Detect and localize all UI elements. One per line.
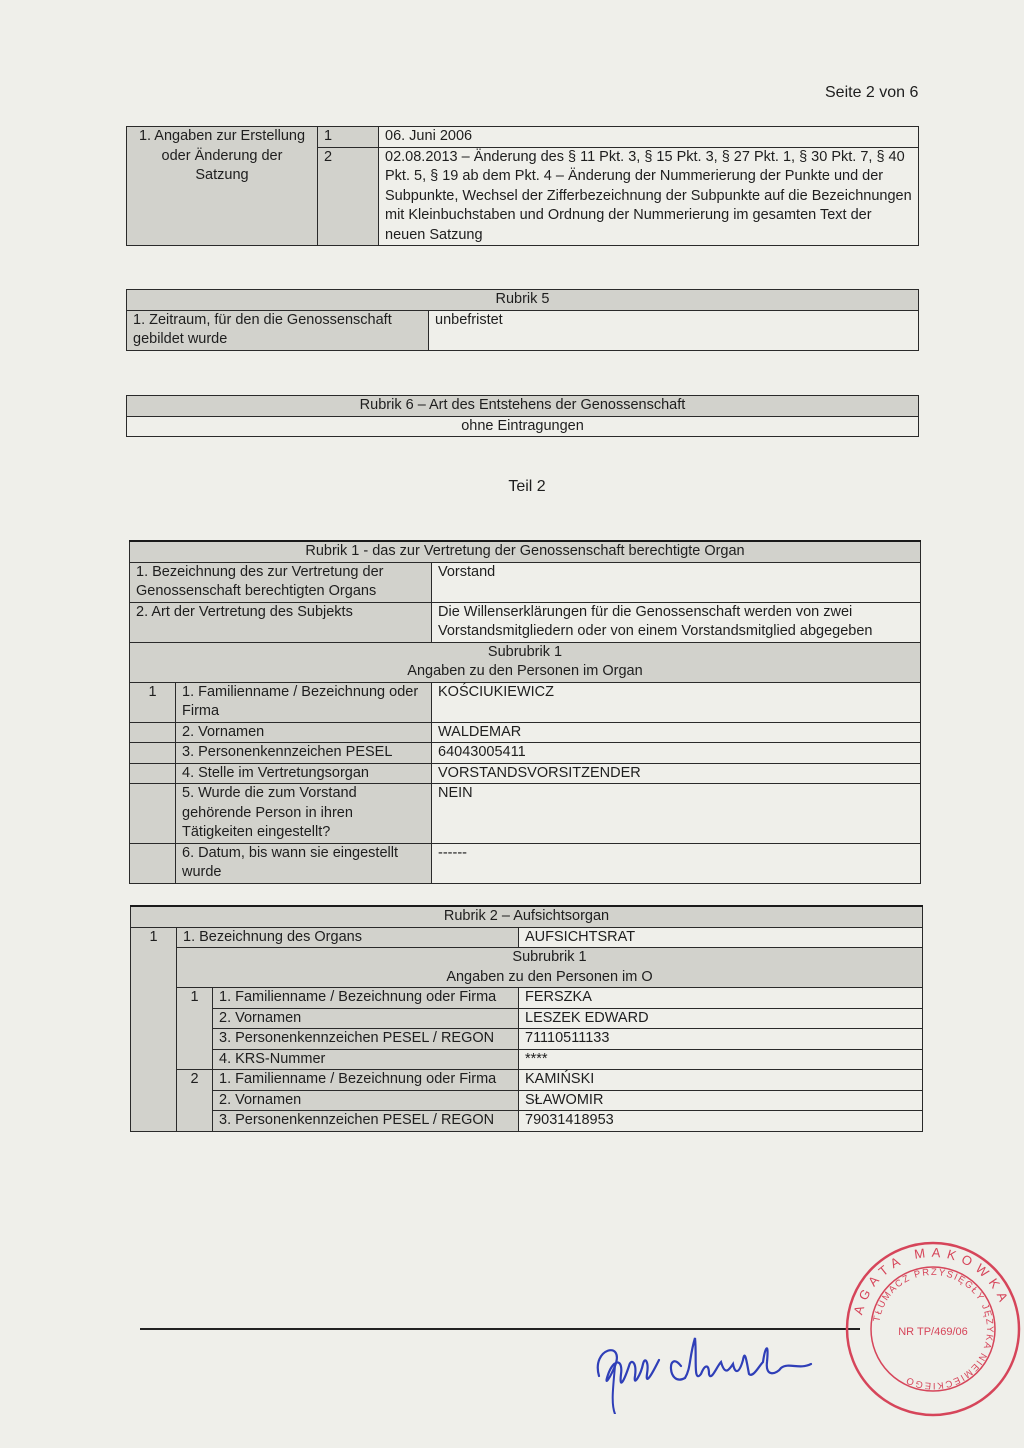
rubrik5-label: 1. Zeitraum, für den die Genossenschaft gebildet wurde <box>127 310 429 350</box>
satzung-row-text: 06. Juni 2006 <box>379 127 919 148</box>
person-spacer-cell <box>130 743 176 764</box>
person-number: 1 <box>130 682 176 722</box>
rubrik1-representation-label: 2. Art der Vertretung des Subjekts <box>130 602 432 642</box>
field-value: KAMIŃSKI <box>519 1070 923 1091</box>
rubrik1-subrubrik-heading <box>130 642 921 682</box>
field-label: 4. KRS-Nummer <box>213 1049 519 1070</box>
field-value: 71110511133 <box>519 1029 923 1050</box>
satzung-row-text: 02.08.2013 – Änderung des § 11 Pkt. 3, § 15 Pkt. 3, § 27 Pkt. 1, § 30 Pkt. 7, § 40 Pkt. 5, § 19 ab dem Pkt. 4 – Änderung der Nummerierung der Punkte und der Subpunkte, Wechsel der Zifferbezeichnung der Subpunkte auf die Bezeichnungen mit Kleinbuchstaben und Ordnung der Nummerierung im gesamten Text der neuen Satzung <box>379 147 919 246</box>
field-value: WALDEMAR <box>432 722 921 743</box>
satzung-label: 1. Angaben zur Erstellung oder Änderung der Satzung <box>127 127 318 246</box>
person-spacer-cell <box>130 763 176 784</box>
rubrik5-table <box>126 289 919 351</box>
rubrik1-organ-label: 1. Bezeichnung des zur Vertretung der Genossenschaft berechtigten Organs <box>130 562 432 602</box>
rubrik6-title: Rubrik 6 – Art des Entstehens der Genossenschaft <box>127 396 919 417</box>
subrubrik-subtitle: Angaben zu den Personen im Organ <box>407 663 643 679</box>
satzung-row-no: 2 <box>318 147 379 246</box>
stamp-number: NR TP/469/06 <box>898 1326 968 1338</box>
field-value: LESZEK EDWARD <box>519 1008 923 1029</box>
field-label: 4. Stelle im Vertretungsorgan <box>176 763 432 784</box>
field-label: 1. Familienname / Bezeichnung oder Firma <box>213 1070 519 1091</box>
field-label: 2. Vornamen <box>176 722 432 743</box>
field-label: 1. Familienname / Bezeichnung oder Firma <box>176 682 432 722</box>
rubrik2-organ-value: AUFSICHTSRAT <box>519 927 923 948</box>
stamp-outer-text: AGATA MAKOWKA <box>850 1244 1014 1317</box>
field-label: 5. Wurde die zum Vorstand gehörende Person in ihren Tätigkeiten eingestellt? <box>176 784 432 844</box>
field-value: VORSTANDSVORSITZENDER <box>432 763 921 784</box>
field-value: KOŚCIUKIEWICZ <box>432 682 921 722</box>
subrubrik-title: Subrubrik 1 <box>512 949 587 965</box>
rubrik1-organ-value: Vorstand <box>432 562 921 602</box>
subrubrik-title: Subrubrik 1 <box>487 643 563 660</box>
person-spacer-cell <box>130 843 176 883</box>
field-label: 6. Datum, bis wann sie eingestellt wurde <box>176 843 432 883</box>
rubrik2-subrubrik-heading <box>177 948 923 988</box>
signature-icon <box>585 1318 825 1414</box>
field-label: 3. Personenkennzeichen PESEL / REGON <box>213 1111 519 1132</box>
satzung-table <box>126 126 919 246</box>
rubrik1-table <box>129 540 921 884</box>
translator-stamp-icon <box>842 1238 1024 1420</box>
page-number: Seite 2 von 6 <box>825 84 919 101</box>
field-label: 3. Personenkennzeichen PESEL <box>176 743 432 764</box>
subrubrik-subtitle: Angaben zu den Personen im O <box>446 968 653 985</box>
field-value: 79031418953 <box>519 1111 923 1132</box>
satzung-row-no: 1 <box>318 127 379 148</box>
field-label: 3. Personenkennzeichen PESEL / REGON <box>213 1029 519 1050</box>
rubrik6-table <box>126 395 919 437</box>
rubrik2-table <box>130 905 923 1132</box>
field-value: ------ <box>432 843 921 883</box>
rubrik5-title: Rubrik 5 <box>127 290 919 311</box>
stamp-inner-text: TŁUMACZ PRZYSIĘGŁY JĘZYKA NIEMIECKIEGO <box>871 1266 996 1392</box>
person-spacer-cell <box>130 722 176 743</box>
rubrik2-organ-label: 1. Bezeichnung des Organs <box>177 927 519 948</box>
part-heading: Teil 2 <box>508 478 546 495</box>
field-label: 1. Familienname / Bezeichnung oder Firma <box>213 988 519 1009</box>
rubrik6-value: ohne Eintragungen <box>127 416 919 437</box>
field-label: 2. Vornamen <box>213 1090 519 1111</box>
organ-number: 1 <box>131 927 177 1131</box>
field-value: SŁAWOMIR <box>519 1090 923 1111</box>
rubrik1-representation-value: Die Willenserklärungen für die Genossenschaft werden von zwei Vorstandsmitgliedern oder von einem Vorstandsmitglied abgegeben <box>432 602 921 642</box>
field-value: **** <box>519 1049 923 1070</box>
person-number: 2 <box>177 1070 213 1132</box>
field-value: FERSZKA <box>519 988 923 1009</box>
person-number: 1 <box>177 988 213 1070</box>
field-value: 64043005411 <box>432 743 921 764</box>
rubrik2-title: Rubrik 2 – Aufsichtsorgan <box>131 906 923 927</box>
person-spacer-cell <box>130 784 176 844</box>
rubrik5-value: unbefristet <box>429 310 919 350</box>
rubrik1-title: Rubrik 1 - das zur Vertretung der Genossenschaft berechtigte Organ <box>130 541 921 562</box>
field-value: NEIN <box>432 784 921 844</box>
field-label: 2. Vornamen <box>213 1008 519 1029</box>
